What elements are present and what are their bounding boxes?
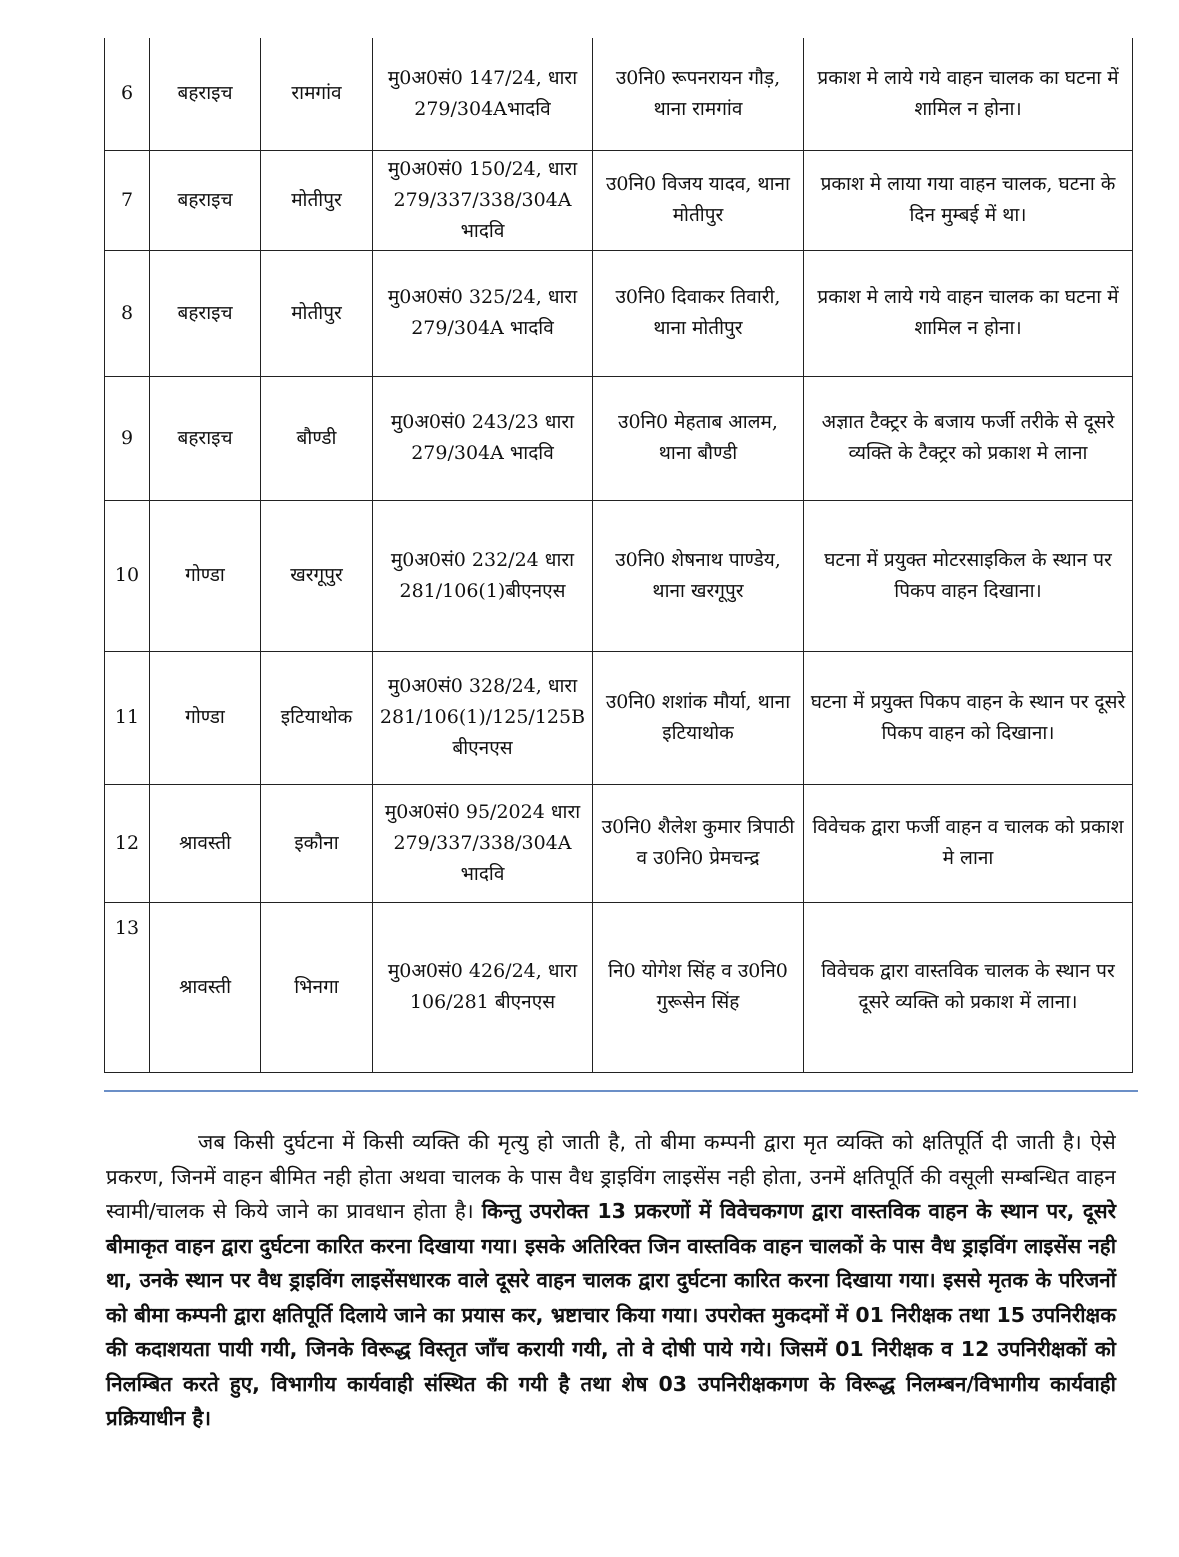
row-case: मु0अ0सं0 426/24, धारा 106/281 बीएनएस xyxy=(373,902,593,1072)
row-officer: उ0नि0 शेषनाथ पाण्डेय, थाना खरगूपुर xyxy=(593,500,804,651)
row-officer: उ0नि0 शशांक मौर्या, थाना इटियाथोक xyxy=(593,651,804,784)
row-station: मोतीपुर xyxy=(261,250,373,376)
row-district: बहराइच xyxy=(150,38,261,150)
row-station: रामगांव xyxy=(261,38,373,150)
table-row xyxy=(105,651,1133,784)
row-station: इटियाथोक xyxy=(261,651,373,784)
row-serial: 7 xyxy=(105,150,150,250)
row-station: इकौना xyxy=(261,784,373,902)
table-row xyxy=(105,902,1133,1072)
row-finding: विवेचक द्वारा फर्जी वाहन व चालक को प्रकाश मे लाना xyxy=(804,784,1133,902)
row-serial: 12 xyxy=(105,784,150,902)
row-district: गोण्डा xyxy=(150,500,261,651)
table-row xyxy=(105,38,1133,150)
row-district: बहराइच xyxy=(150,376,261,500)
row-officer: उ0नि0 दिवाकर तिवारी, थाना मोतीपुर xyxy=(593,250,804,376)
table-row xyxy=(105,500,1133,651)
row-serial: 8 xyxy=(105,250,150,376)
row-case: मु0अ0सं0 328/24, धारा 281/106(1)/125/125B बीएनएस xyxy=(373,651,593,784)
row-serial: 10 xyxy=(105,500,150,651)
records-table xyxy=(104,38,1133,1073)
row-finding: अज्ञात टैक्ट्रर के बजाय फर्जी तरीके से दूसरे व्यक्ति के टैक्ट्रर को प्रकाश मे लाना xyxy=(804,376,1133,500)
table-row xyxy=(105,376,1133,500)
row-serial: 9 xyxy=(105,376,150,500)
row-case: मु0अ0सं0 95/2024 धारा 279/337/338/304A भादवि xyxy=(373,784,593,902)
row-officer: उ0नि0 शैलेश कुमार त्रिपाठी व उ0नि0 प्रेमचन्द्र xyxy=(593,784,804,902)
row-district: गोण्डा xyxy=(150,651,261,784)
row-station: भिनगा xyxy=(261,902,373,1072)
row-serial: 13 xyxy=(105,902,150,1072)
row-case: मु0अ0सं0 325/24, धारा 279/304A भादवि xyxy=(373,250,593,376)
row-finding: घटना में प्रयुक्त मोटरसाइकिल के स्थान पर पिकप वाहन दिखाना। xyxy=(804,500,1133,651)
row-finding: विवेचक द्वारा वास्तविक चालक के स्थान पर दूसरे व्यक्ति को प्रकाश में लाना। xyxy=(804,902,1133,1072)
row-serial: 6 xyxy=(105,38,150,150)
row-case: मु0अ0सं0 232/24 धारा 281/106(1)बीएनएस xyxy=(373,500,593,651)
row-district: श्रावस्ती xyxy=(150,784,261,902)
table-row xyxy=(105,784,1133,902)
row-district: बहराइच xyxy=(150,250,261,376)
row-serial: 11 xyxy=(105,651,150,784)
row-station: मोतीपुर xyxy=(261,150,373,250)
row-case: मु0अ0सं0 150/24, धारा 279/337/338/304A भादवि xyxy=(373,150,593,250)
row-officer: नि0 योगेश सिंह व उ0नि0 गुरूसेन सिंह xyxy=(593,902,804,1072)
row-officer: उ0नि0 मेहताब आलम, थाना बौण्डी xyxy=(593,376,804,500)
row-officer: उ0नि0 रूपनरायन गौड़, थाना रामगांव xyxy=(593,38,804,150)
row-finding: घटना में प्रयुक्त पिकप वाहन के स्थान पर दूसरे पिकप वाहन को दिखाना। xyxy=(804,651,1133,784)
table-row xyxy=(105,250,1133,376)
row-district: श्रावस्ती xyxy=(150,902,261,1072)
row-finding: प्रकाश मे लाया गया वाहन चालक, घटना के दिन मुम्बई में था। xyxy=(804,150,1133,250)
table-row xyxy=(105,150,1133,250)
row-finding: प्रकाश मे लाये गये वाहन चालक का घटना में शामिल न होना। xyxy=(804,250,1133,376)
paragraph-normal-text: जब किसी दुर्घटना में किसी व्यक्ति की मृत्यु हो जाती है, तो बीमा कम्पनी द्वारा मृत व्यक्ति को क्षतिपूर्ति दी जाती है। ऐसे प्रकरण, जिनमें वाहन बीमित नही होता अथवा चालक के पास वैध ड्राइविंग लाइसेंस नही होता, उनमें क्षतिपूर्ति की वसूली सम्बन्धित वाहन स्वामी/चालक से किये जाने का प्रावधान होता है। xyxy=(106,1130,1116,1223)
row-district: बहराइच xyxy=(150,150,261,250)
row-station: खरगूपुर xyxy=(261,500,373,651)
row-case: मु0अ0सं0 147/24, धारा 279/304Aभादवि xyxy=(373,38,593,150)
summary-paragraph xyxy=(106,1125,1116,1436)
row-finding: प्रकाश मे लाये गये वाहन चालक का घटना में शामिल न होना। xyxy=(804,38,1133,150)
row-case: मु0अ0सं0 243/23 धारा 279/304A भादवि xyxy=(373,376,593,500)
table-bottom-rule xyxy=(104,1090,1138,1092)
row-station: बौण्डी xyxy=(261,376,373,500)
row-officer: उ0नि0 विजय यादव, थाना मोतीपुर xyxy=(593,150,804,250)
paragraph-bold-text: किन्तु उपरोक्त 13 प्रकरणों में विवेचकगण द्वारा वास्तविक वाहन के स्थान पर, दूसरे बीमाकृत वाहन द्वारा दुर्घटना कारित करना दिखाया गया। इसके अतिरिक्त जिन वास्तविक वाहन चालकों के पास वैध ड्राइविंग लाइसेंस नही था, उनके स्थान पर वैध ड्राइविंग लाइसेंसधारक वाले दूसरे वाहन चालक द्वारा दुर्घटना कारित करना दिखाया गया। इससे मृतक के परिजनों को बीमा कम्पनी द्वारा क्षतिपूर्ति दिलाये जाने का प्रयास कर, भ्रष्टाचार किया गया। उपरोक्त मुकदमों में 01 निरीक्षक तथा 15 उपनिरीक्षक की कदाशयता पायी गयी, जिनके विरूद्ध विस्तृत जाँच करायी गयी, तो वे दोषी पाये गये। जिसमें 01 निरीक्षक व 12 उपनिरीक्षकों को निलम्बित करते हुए, विभागीय कार्यवाही संस्थित की गयी है तथा शेष 03 उपनिरीक्षकगण के विरूद्ध निलम्बन/विभागीय कार्यवाही प्रक्रियाधीन है। xyxy=(106,1199,1116,1430)
